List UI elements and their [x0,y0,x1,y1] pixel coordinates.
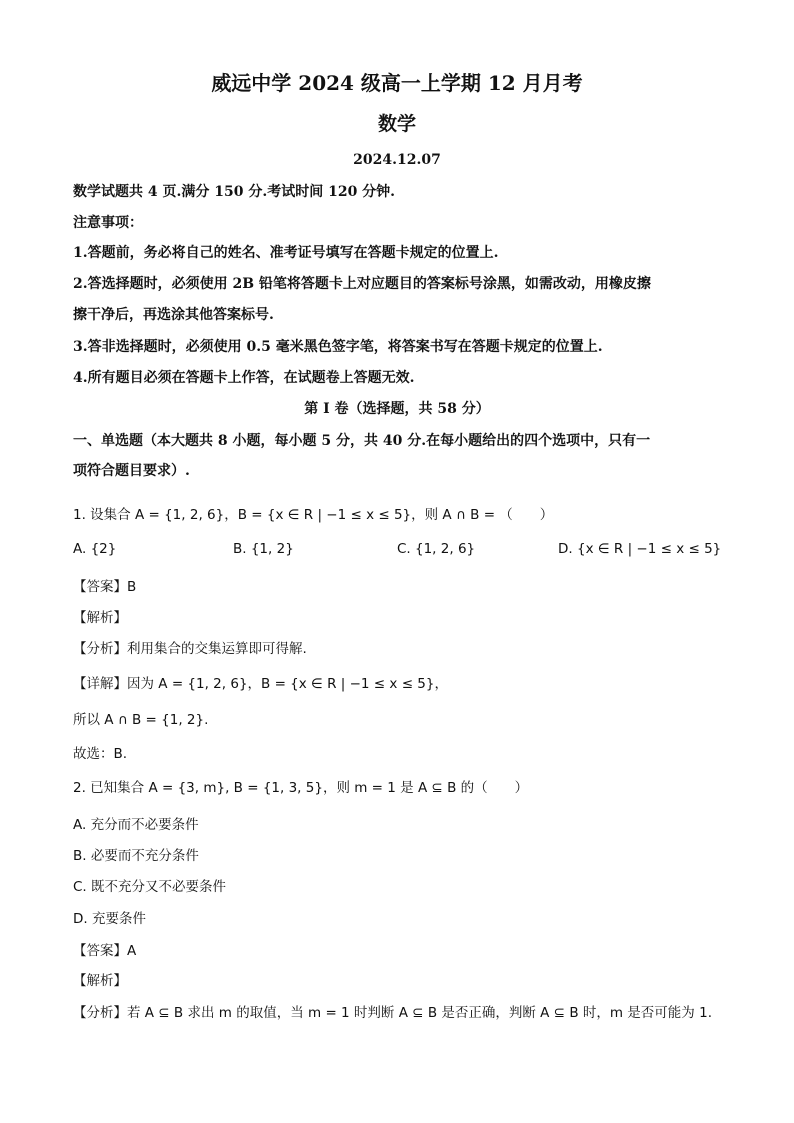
notice-item: 4.所有题目必须在答题卡上作答，在试题卷上答题无效. [73,370,415,386]
exam-date: 2024.12.07 [353,152,441,168]
question-1-conclusion: 所以 A ∩ B = {1, 2}. [73,712,209,728]
question-2-analysis: 【分析】若 A ⊆ B 求出 m 的取值，当 m = 1 时判断 A ⊆ B 是否正确，判断 A ⊆ B 时，m 是否可能为 1. [73,1005,712,1021]
subject-title: 数学 [377,113,416,135]
question-1-analysis-label: 【解析】 [73,610,127,626]
section-heading: 第 I 卷（选择题，共 58 分） [304,401,490,417]
question-2-option-b: B. 必要而不充分条件 [73,848,199,864]
exam-info: 数学试题共 4 页.满分 150 分.考试时间 120 分钟. [73,184,396,200]
notice-item: 1.答题前，务必将自己的姓名、准考证号填写在答题卡规定的位置上. [73,245,499,261]
question-1-analysis: 【分析】利用集合的交集运算即可得解. [73,641,307,657]
question-2-stem: 2. 已知集合 A = {3, m}, B = {1, 3, 5}，则 m = 1 是 A ⊆ B 的（ ） [73,780,529,796]
notice-heading: 注意事项： [73,215,143,231]
notice-item: 擦干净后，再选涂其他答案标号. [73,307,274,323]
question-1-detail: 【详解】因为 A = {1, 2, 6}，B = {x ∈ R | −1 ≤ x ≤ 5}， [73,676,448,692]
question-2-analysis-label: 【解析】 [73,973,127,989]
question-2-option-a: A. 充分而不必要条件 [73,817,199,833]
section-instruction: 项符合题目要求）. [73,463,190,479]
question-2-option-c: C. 既不充分又不必要条件 [73,879,227,895]
notice-item: 3.答非选择题时，必须使用 0.5 毫米黑色签字笔，将答案书写在答题卡规定的位置上. [73,339,603,355]
question-1-option-b: B. {1, 2} [233,541,294,557]
exam-title: 威远中学 2024 级高一上学期 12 月月考 [211,71,583,95]
question-2-answer: 【答案】A [73,943,137,959]
notice-item: 2.答选择题时，必须使用 2B 铅笔将答题卡上对应题目的答案标号涂黑，如需改动，用橡皮擦 [73,276,651,292]
question-1-choice: 故选：B. [73,746,128,762]
section-instruction: 一、单选题（本大题共 8 小题，每小题 5 分，共 40 分.在每小题给出的四个选项中，只有一 [73,433,651,449]
question-1-option-a: A. {2} [73,541,117,557]
question-1-option-c: C. {1, 2, 6} [397,541,476,557]
question-1-answer: 【答案】B [73,579,137,595]
question-1-stem: 1. 设集合 A = {1, 2, 6}，B = {x ∈ R | −1 ≤ x ≤ 5}，则 A ∩ B = （ ） [73,507,554,523]
question-1-option-d: D. {x ∈ R | −1 ≤ x ≤ 5} [558,541,722,557]
question-2-option-d: D. 充要条件 [73,911,146,927]
